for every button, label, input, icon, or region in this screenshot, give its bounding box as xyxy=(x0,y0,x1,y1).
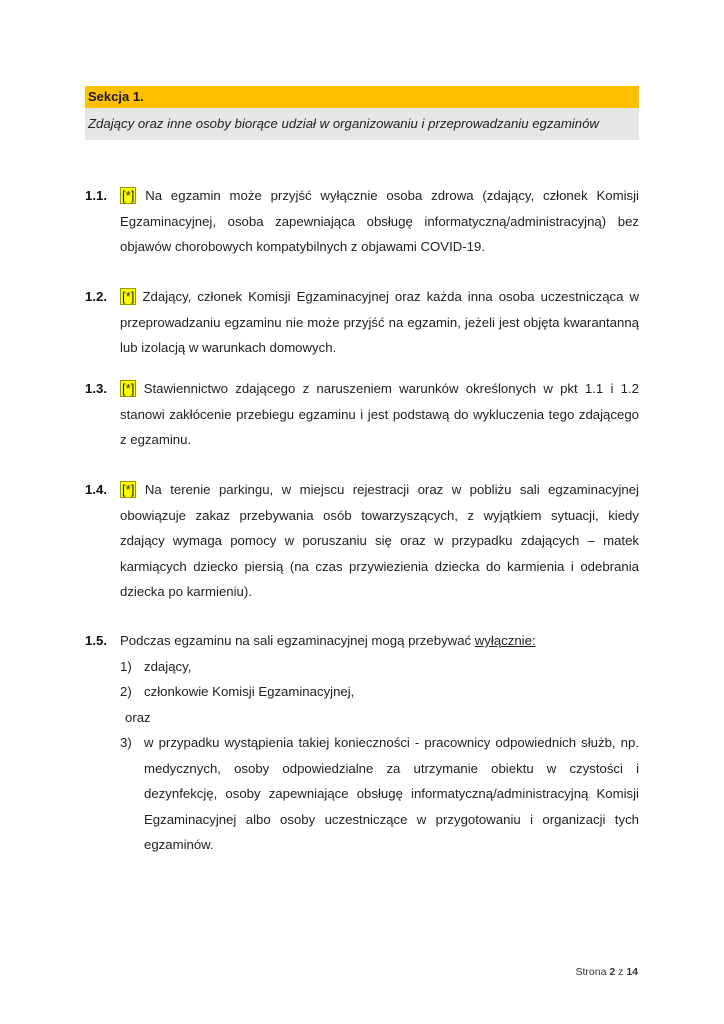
list-item-text: w przypadku wystąpienia takiej konieczności - pracownicy odpowiednich służb, np. medycznych, osoby odpowiedzialne za utrzymanie obiektu w czystości i dezynfekcję, osoby zapewniające obsługę informatyczną/administracyjną Komisji Egzaminacyjnej albo osoby uczestniczące w przygotowaniu i organizacji tych egzaminów. xyxy=(144,735,639,852)
section-title: Sekcja 1. xyxy=(85,86,639,108)
paragraph-1-2 xyxy=(85,284,639,361)
paragraph-body xyxy=(120,284,639,361)
list-item-number: 2) xyxy=(120,684,132,699)
paragraph-number: 1.5. xyxy=(85,633,107,648)
marker-tag: [*] xyxy=(122,381,135,396)
marker-tag: [*] xyxy=(122,482,135,497)
list-item xyxy=(120,654,639,680)
list-item-number: 1) xyxy=(120,658,132,674)
paragraph-1-3 xyxy=(85,376,639,453)
connector-text: oraz xyxy=(125,709,151,725)
paragraph-text: Na egzamin może przyjść wyłącznie osoba zdrowa (zdający, członek Komisji Egzaminacyjnej, osoba zapewniająca obsługę informatyczną/administracyjną) bez objawów chorobowych kompatybilnych z objawami COVID-19. xyxy=(120,188,639,254)
footer-prefix: Strona xyxy=(575,966,607,978)
paragraph-text: Zdający, członek Komisji Egzaminacyjnej oraz każda inna osoba uczestnicząca w przeprowadzaniu egzaminu nie może przyjść na egzamin, jeżeli jest objęta kwarantanną lub izolacją w warunkach domowych. xyxy=(120,289,639,355)
paragraph-1-5 xyxy=(85,628,639,858)
list-item-text: członkowie Komisji Egzaminacyjnej, xyxy=(144,684,355,699)
paragraph-body xyxy=(120,376,639,453)
paragraph-1-4 xyxy=(85,477,639,605)
sub-list xyxy=(120,654,639,858)
list-item xyxy=(120,679,639,705)
section-header xyxy=(85,86,639,140)
section-subtitle: Zdający oraz inne osoby biorące udział w organizowaniu i przeprowadzaniu egzaminów xyxy=(85,108,639,140)
list-item-number: 3) xyxy=(120,735,132,750)
paragraph-number: 1.4. xyxy=(85,482,107,497)
paragraph-number: 1.2. xyxy=(85,289,107,304)
footer-separator: z xyxy=(618,966,624,978)
paragraph-text: Stawiennictwo zdającego z naruszeniem warunków określonych w pkt 1.1 i 1.2 stanowi zakłócenie przebiegu egzaminu i jest podstawą do wykluczenia tego zdającego z egzaminu. xyxy=(120,381,639,447)
paragraph-body xyxy=(120,477,639,605)
list-item-text: zdający, xyxy=(144,658,192,674)
footer-page-number: 2 xyxy=(609,966,616,978)
paragraph-body xyxy=(120,183,639,260)
paragraph-text: Na terenie parkingu, w miejscu rejestracji oraz w pobliżu sali egzaminacyjnej obowiązuje zakaz przebywania osób towarzyszących, z wyjątkiem sytuacji, kiedy zdający wymaga pomocy w poruszaniu się oraz w przypadku zdających – matek karmiących dziecko piersią (na czas przywiezienia dziecka do karmienia i odebrania dziecka po karmieniu). xyxy=(120,482,639,599)
footer-total-pages: 14 xyxy=(626,966,638,978)
paragraph-number: 1.1. xyxy=(85,188,107,203)
paragraph-1-1 xyxy=(85,183,639,260)
paragraph-number: 1.3. xyxy=(85,381,107,396)
underlined-word: wyłącznie: xyxy=(474,633,536,648)
paragraph-text: Podczas egzaminu na sali egzaminacyjnej mogą przebywać xyxy=(120,633,475,648)
marker-tag: [*] xyxy=(122,289,135,304)
page-footer xyxy=(576,966,638,978)
marker-tag: [*] xyxy=(122,188,135,203)
paragraph-body xyxy=(120,628,639,654)
list-item xyxy=(120,730,639,858)
